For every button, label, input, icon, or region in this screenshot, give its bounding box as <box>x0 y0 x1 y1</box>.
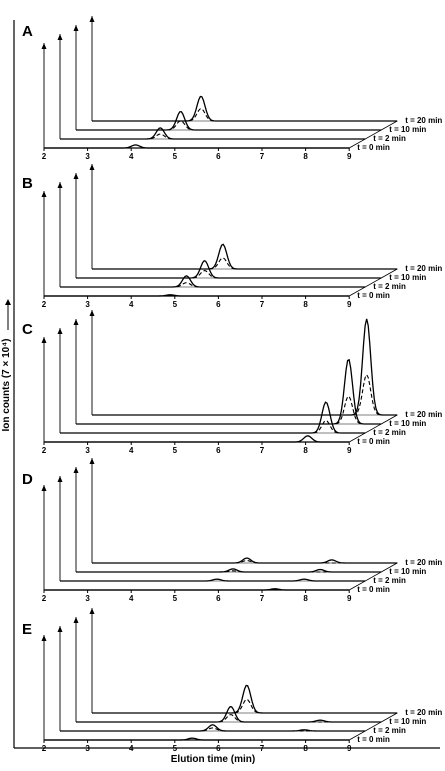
x-tick-label: 2 <box>41 300 47 309</box>
panel-b <box>22 164 442 309</box>
intensity-arrow-head <box>90 164 95 170</box>
trace-label: t = 10 min <box>389 125 427 134</box>
x-tick-label: 7 <box>259 594 265 603</box>
trace-label: t = 0 min <box>357 585 390 594</box>
intensity-arrow-head <box>58 476 63 482</box>
x-tick-label: 8 <box>303 152 308 161</box>
trace-label: t = 0 min <box>357 735 390 744</box>
solid-trace-line <box>92 685 397 713</box>
trace <box>60 725 406 735</box>
panel-label: E <box>22 621 33 638</box>
trace <box>76 707 426 726</box>
x-tick-label: 3 <box>85 594 90 603</box>
intensity-arrow-head <box>58 328 63 334</box>
x-tick-label: 6 <box>216 152 221 161</box>
solid-trace-line <box>92 244 397 269</box>
x-tick-label: 2 <box>41 744 47 753</box>
trace <box>92 319 442 419</box>
intensity-arrow-head <box>58 182 63 188</box>
intensity-arrow-head <box>58 34 63 40</box>
x-tick-label: 3 <box>85 300 90 309</box>
trace <box>92 244 442 273</box>
x-tick-label: 4 <box>128 744 134 753</box>
trace-label: t = 20 min <box>405 708 443 717</box>
intensity-arrow-head <box>74 173 79 179</box>
x-tick-label: 2 <box>41 594 47 603</box>
trace-label: t = 0 min <box>357 143 390 152</box>
y-axis-arrow-head <box>5 299 11 305</box>
x-axis-title: Elution time (min) <box>170 754 256 765</box>
x-tick-label: 6 <box>216 744 221 753</box>
trace <box>76 567 426 576</box>
x-tick-label: 9 <box>346 300 352 309</box>
trace-label: t = 10 min <box>389 419 427 428</box>
intensity-arrow-head <box>90 16 95 22</box>
panel-label: A <box>22 23 33 40</box>
panel-a <box>22 16 442 161</box>
x-tick-label: 5 <box>172 152 178 161</box>
x-tick-label: 5 <box>172 744 178 753</box>
panel-d <box>22 458 442 603</box>
solid-trace-line <box>76 707 381 722</box>
x-tick-label: 8 <box>303 446 308 455</box>
dashed-trace-line <box>92 258 397 269</box>
dashed-trace-line <box>92 700 397 713</box>
intensity-arrow-head <box>42 485 47 491</box>
dashed-trace-line <box>92 561 397 563</box>
trace-label: t = 10 min <box>389 717 427 726</box>
intensity-arrow-head <box>90 458 95 464</box>
x-tick-label: 7 <box>259 446 265 455</box>
x-tick-label: 7 <box>259 744 265 753</box>
trace <box>92 97 442 125</box>
dashed-trace-line <box>60 134 365 139</box>
trace-label: t = 20 min <box>405 410 443 419</box>
solid-trace-line <box>60 402 365 433</box>
trace <box>44 436 390 446</box>
trace-label: t = 10 min <box>389 273 427 282</box>
x-tick-label: 3 <box>85 744 90 753</box>
x-tick-label: 9 <box>346 594 352 603</box>
x-tick-label: 8 <box>303 744 308 753</box>
intensity-arrow-head <box>90 310 95 316</box>
trace <box>92 685 442 717</box>
solid-trace-line <box>92 319 397 415</box>
dashed-trace-line <box>92 109 397 121</box>
trace-label: t = 2 min <box>373 726 406 735</box>
intensity-arrow-head <box>42 191 47 197</box>
trace-label: t = 20 min <box>405 558 443 567</box>
x-tick-label: 4 <box>128 594 134 603</box>
panel-e <box>22 608 442 753</box>
intensity-arrow-head <box>74 319 79 325</box>
x-tick-label: 3 <box>85 152 90 161</box>
x-tick-label: 9 <box>346 152 352 161</box>
solid-trace-line <box>44 436 349 442</box>
x-tick-label: 2 <box>41 152 47 161</box>
panel-label: B <box>22 175 33 192</box>
x-tick-label: 6 <box>216 594 221 603</box>
x-tick-label: 9 <box>346 446 352 455</box>
intensity-arrow-head <box>74 617 79 623</box>
x-tick-label: 8 <box>303 594 308 603</box>
dashed-trace-line <box>76 121 381 130</box>
intensity-arrow-head <box>90 608 95 614</box>
trace-label: t = 2 min <box>373 282 406 291</box>
trace-label: t = 2 min <box>373 134 406 143</box>
dashed-trace-line <box>76 715 381 722</box>
dashed-trace-line <box>60 728 365 731</box>
intensity-arrow-head <box>58 626 63 632</box>
x-tick-label: 6 <box>216 446 221 455</box>
trace <box>60 402 406 437</box>
solid-trace-line <box>92 97 397 121</box>
trace-label: t = 20 min <box>405 116 443 125</box>
trace <box>76 261 426 282</box>
dashed-trace-line <box>92 375 397 415</box>
trace <box>92 558 442 567</box>
intensity-arrow-head <box>74 25 79 31</box>
trace-label: t = 2 min <box>373 428 406 437</box>
x-tick-label: 4 <box>128 152 134 161</box>
panel-label: C <box>22 321 33 338</box>
x-tick-label: 8 <box>303 300 308 309</box>
x-tick-label: 6 <box>216 300 221 309</box>
x-tick-label: 5 <box>172 300 178 309</box>
panels-layer <box>22 16 442 753</box>
intensity-arrow-head <box>42 635 47 641</box>
x-tick-label: 5 <box>172 446 178 455</box>
x-tick-label: 7 <box>259 152 265 161</box>
x-tick-label: 9 <box>346 744 352 753</box>
x-tick-label: 4 <box>128 446 134 455</box>
x-tick-label: 5 <box>172 594 178 603</box>
panel-c <box>22 310 442 455</box>
panel-label: D <box>22 471 33 488</box>
trace <box>76 112 426 134</box>
dashed-trace-line <box>76 396 381 424</box>
trace-label: t = 20 min <box>405 264 443 273</box>
trace-label: t = 0 min <box>357 437 390 446</box>
intensity-arrow-head <box>74 467 79 473</box>
y-axis-title: Ion counts (7 × 10⁴) <box>1 338 12 432</box>
x-tick-label: 4 <box>128 300 134 309</box>
dashed-trace-line <box>76 271 381 278</box>
x-tick-label: 7 <box>259 300 265 309</box>
x-tick-label: 2 <box>41 446 47 455</box>
intensity-arrow-head <box>42 337 47 343</box>
x-tick-label: 3 <box>85 446 90 455</box>
trace <box>60 576 406 585</box>
trace-label: t = 0 min <box>357 291 390 300</box>
trace-label: t = 10 min <box>389 567 427 576</box>
trace-label: t = 2 min <box>373 576 406 585</box>
intensity-arrow-head <box>42 43 47 49</box>
